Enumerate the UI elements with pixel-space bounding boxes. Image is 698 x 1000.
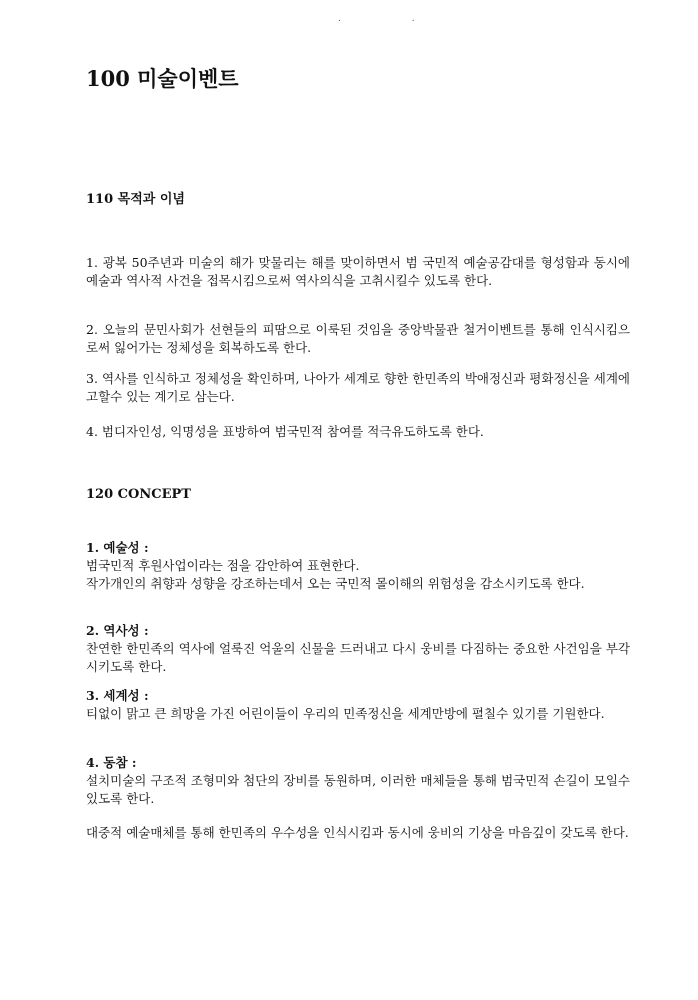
- concept-closing: 대중적 예술매체를 통해 한민족의 우수성을 인식시킴과 동시에 웅비의 기상을 마음깊이 갖도록 한다.: [86, 825, 629, 840]
- concept-block-history: [86, 622, 630, 676]
- concept-label: 3. 세계성 :: [86, 688, 149, 703]
- concept-block-global: [86, 687, 630, 723]
- section-110-item-1: 1. 광복 50주년과 미술의 해가 맞물리는 해를 맞이하면서 범 국민적 예술공감대를 형성함과 동시에 예술과 역사적 사건을 접목시킴으로써 역사의식을 고취시킬수 있도록 한다.: [86, 255, 630, 288]
- concept-label: 2. 역사성 :: [86, 623, 149, 638]
- concept-line: 범국민적 후원사업이라는 점을 감안하여 표현한다.: [86, 558, 360, 573]
- section-120-heading: 120 CONCEPT: [86, 487, 191, 502]
- concept-block-artistry: [86, 539, 630, 593]
- page-title: 100 미술이벤트: [86, 66, 239, 91]
- concept-line: 찬연한 한민족의 역사에 얼룩진 억울의 신물을 드러내고 다시 웅비를 다짐하는 중요한 사건임을 부각시키도록 한다.: [86, 641, 630, 674]
- concept-line: 설치미술의 구조적 조형미와 첨단의 장비를 동원하며, 이러한 매체들을 통해 범국민적 손길이 모일수 있도록 한다.: [86, 773, 630, 806]
- concept-line: 티없이 맑고 큰 희망을 가진 어린이들이 우리의 민족정신을 세계만방에 펼칠수 있기를 기원한다.: [86, 706, 605, 721]
- section-110-item-3: 3. 역사를 인식하고 정체성을 확인하며, 나아가 세계로 향한 한민족의 박애정신과 평화정신을 세계에 고할수 있는 계기로 삼는다.: [86, 371, 630, 404]
- section-110-item-4: 4. 범디자인성, 익명성을 표방하여 범국민적 참여를 적극유도하도록 한다.: [86, 424, 484, 439]
- header-dots: . .: [338, 14, 449, 24]
- section-110-item-2: 2. 오늘의 문민사회가 선현들의 피땀으로 이룩된 것임을 중앙박물관 철거이벤트를 통해 인식시킴으로써 잃어가는 정체성을 회복하도록 한다.: [86, 322, 630, 355]
- concept-label: 4. 동참 :: [86, 755, 137, 770]
- concept-block-participation: [86, 754, 630, 808]
- concept-label: 1. 예술성 :: [86, 540, 149, 555]
- section-110-heading: 110 목적과 이념: [86, 192, 185, 207]
- concept-line: 작가개인의 취향과 성향을 강조하는데서 오는 국민적 몰이해의 위험성을 감소시키도록 한다.: [86, 576, 585, 591]
